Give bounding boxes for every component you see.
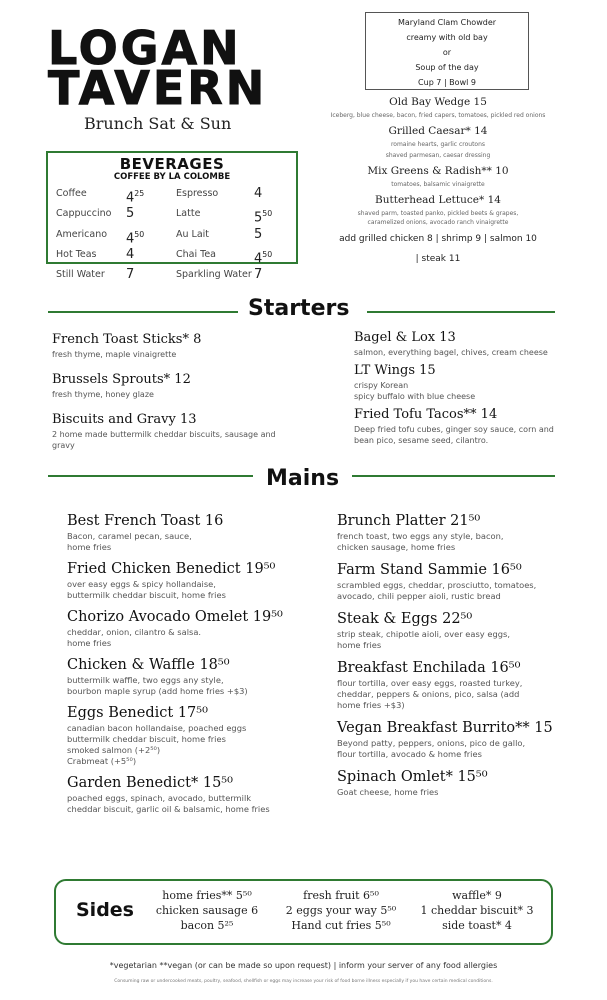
salad-desc: shaved parm, toasted panko, pickled beets & grapes, [357, 210, 519, 217]
divider [367, 311, 555, 313]
menu-item-name: Eggs Benedict 17⁵⁰ [67, 705, 208, 721]
menu-item [337, 720, 562, 760]
salads-list [318, 93, 558, 266]
beverage-price: 7 [254, 267, 263, 283]
menu-item [354, 407, 562, 446]
menu-item-desc: french toast, two eggs any style, bacon, chicken sausage, home fries [337, 531, 504, 552]
beverage-price: $4^{50}$ [126, 229, 145, 246]
beverage-name: Still Water [56, 269, 105, 281]
starters-right [354, 330, 562, 451]
menu-item [67, 705, 317, 767]
beverages-title: BEVERAGES [119, 155, 225, 173]
brunch-subtitle: Brunch Sat & Sun [84, 114, 232, 133]
beverage-name: Hot Teas [56, 248, 97, 260]
soup-line: creamy with old bay [406, 33, 488, 42]
soup-box [365, 12, 529, 90]
menu-item [337, 562, 562, 602]
menu-item-name: LT Wings 15 [354, 363, 436, 378]
side-item: Hand cut fries 5⁵⁰ [291, 919, 391, 932]
food-warning: Consuming raw or undercooked meats, poultry, seafood, shellfish or eggs may increase your risk of food borne illness especially if you have certain medical conditions. [114, 979, 493, 984]
menu-item-desc: Goat cheese, home fries [337, 787, 439, 797]
salad-add-ons: add grilled chicken 8 | shrimp 9 | salmon 10 [339, 234, 537, 244]
logo [48, 21, 268, 115]
menu-item [67, 657, 317, 697]
beverages-box [46, 151, 298, 283]
menu-item-name: Farm Stand Sammie 16⁵⁰ [337, 562, 522, 578]
beverage-price: $4^{50}$ [254, 249, 273, 267]
sides-col-3 [412, 888, 542, 933]
divider [48, 311, 238, 313]
salad-add-ons: | steak 11 [415, 254, 461, 264]
menu-item [52, 412, 292, 451]
menu-item-name: Breakfast Enchilada 16⁵⁰ [337, 660, 521, 676]
salad-desc: shaved parmesan, caesar dressing [385, 152, 491, 159]
menu-item-name: French Toast Sticks* 8 [52, 332, 202, 347]
menu-item-name: Best French Toast 16 [67, 513, 224, 529]
menu-item-desc: poached eggs, spinach, avocado, buttermilk cheddar biscuit, garlic oil & balsamic, home fries [67, 793, 270, 814]
menu-item [354, 330, 562, 358]
menu-item [337, 611, 562, 651]
soup-line: Cup 7 | Bowl 9 [418, 78, 476, 87]
beverage-price: 5 [254, 226, 263, 242]
menu-item-desc: fresh thyme, honey glaze [52, 390, 154, 399]
salad-desc: romaine hearts, garlic croutons [390, 141, 486, 148]
menu-item-desc: strip steak, chipotle aioli, over easy eggs, home fries [337, 629, 510, 650]
beverages-subtitle: COFFEE BY LA COLOMBE [113, 172, 231, 182]
menu-item-name: Bagel & Lox 13 [354, 330, 456, 345]
beverage-price: $4^{25}$ [126, 189, 145, 206]
side-item: home fries** 5⁵⁰ [162, 889, 252, 902]
menu-item [337, 660, 562, 711]
mains-right [337, 513, 562, 807]
salad-name: Butterhead Lettuce* 14 [375, 194, 501, 206]
beverage-price: 4 [254, 186, 263, 201]
menu-item [52, 372, 292, 400]
sides-title: Sides [76, 899, 134, 921]
soup-line: or [442, 48, 452, 57]
mains-title: Mains [266, 466, 340, 491]
logo-line-1: LOGAN [48, 21, 242, 75]
menu-item-name: Brussels Sprouts* 12 [52, 372, 191, 387]
menu-item-desc: canadian bacon hollandaise, poached eggs buttermilk cheddar biscuit, home fries smoked salmon (+2⁵⁰) Crabmeat (+5⁵⁰) [67, 723, 247, 766]
starters-left [52, 332, 292, 463]
menu-item-name: Spinach Omlet* 15⁵⁰ [337, 769, 488, 785]
side-item: bacon 5²⁵ [180, 919, 234, 932]
salad-desc: Iceberg, blue cheese, bacon, fried capers, tomatoes, pickled red onions [330, 112, 546, 119]
soup-line: Soup of the day [415, 63, 479, 72]
menu-item-name: Brunch Platter 21⁵⁰ [337, 513, 481, 529]
beverage-name: Americano [56, 228, 108, 240]
beverage-name: Coffee [56, 188, 87, 199]
beverage-name: Chai Tea [176, 248, 216, 260]
side-item: fresh fruit 6⁵⁰ [303, 889, 379, 902]
menu-item-name: Chorizo Avocado Omelet 19⁵⁰ [67, 609, 283, 625]
menu-item [337, 769, 562, 798]
side-item: side toast* 4 [442, 919, 512, 932]
menu-item [67, 775, 317, 815]
menu-item-desc: 2 home made buttermilk cheddar biscuits, sausage and gravy [52, 430, 276, 450]
sides-col-2 [276, 888, 406, 933]
side-item: chicken sausage 6 [155, 904, 259, 917]
menu-item-name: Fried Tofu Tacos** 14 [354, 407, 498, 422]
salad-name: Mix Greens & Radish** 10 [367, 165, 509, 177]
menu-item-name: Vegan Breakfast Burrito** 15 [337, 720, 553, 736]
sides-box [54, 879, 553, 945]
side-item: waffle* 9 [452, 889, 502, 902]
logo-line-2: TAVERN [48, 61, 268, 115]
menu-item-name: Biscuits and Gravy 13 [52, 412, 197, 427]
menu-item [67, 561, 317, 601]
starters-title: Starters [248, 296, 350, 321]
side-item: 1 cheddar biscuit* 3 [420, 904, 534, 917]
menu-item-desc: crispy Korean spicy buffalo with blue cheese [354, 381, 476, 401]
beverage-price: 5 [126, 206, 135, 222]
menu-item-desc: Bacon, caramel pecan, sauce, home fries [67, 531, 192, 552]
salad-name: Old Bay Wedge 15 [389, 96, 487, 108]
beverage-price: $5^{50}$ [254, 209, 273, 226]
beverage-name: Espresso [176, 188, 219, 199]
beverage-name: Latte [176, 208, 201, 220]
menu-item-name: Steak & Eggs 22⁵⁰ [337, 611, 473, 627]
menu-item-name: Garden Benedict* 15⁵⁰ [67, 775, 233, 791]
salad-desc: caramelized onions, avocado ranch vinaigrette [367, 219, 509, 226]
salad-name: Grilled Caesar* 14 [388, 125, 488, 137]
beverage-price: 4 [126, 246, 135, 262]
mains-left [67, 513, 317, 823]
beverage-name: Cappuccino [56, 208, 112, 220]
menu-item-desc: fresh thyme, maple vinaigrette [52, 350, 177, 359]
menu-item-desc: buttermilk waffle, two eggs any style, bourbon maple syrup (add home fries +$3) [67, 675, 248, 696]
menu-item [354, 363, 562, 402]
menu-item-desc: scrambled eggs, cheddar, prosciutto, tomatoes, avocado, chili pepper aioli, rustic bread [337, 580, 537, 601]
sides-col-1 [152, 888, 262, 933]
divider [352, 475, 555, 477]
menu-item [52, 332, 292, 360]
menu-item-desc: Deep fried tofu cubes, ginger soy sauce, corn and bean pico, sesame seed, cilantro. [354, 425, 554, 445]
menu-item-desc: salmon, everything bagel, chives, cream cheese [354, 348, 548, 357]
beverage-name: Sparkling Water [176, 269, 252, 281]
menu-item-name: Chicken & Waffle 18⁵⁰ [67, 657, 230, 673]
side-item: 2 eggs your way 5⁵⁰ [285, 904, 397, 917]
salad-desc: tomatoes, balsamic vinaigrette [391, 181, 485, 188]
menu-item-name: Fried Chicken Benedict 19⁵⁰ [67, 561, 276, 577]
dietary-legend: *vegetarian **vegan (or can be made so upon request) | inform your server of any food allergies [109, 961, 498, 970]
menu-item [67, 513, 317, 553]
menu-item [337, 513, 562, 553]
beverage-name: Au Lait [176, 228, 210, 240]
beverage-price: 7 [126, 267, 135, 283]
divider [48, 475, 253, 477]
menu-item-desc: Beyond patty, peppers, onions, pico de gallo, flour tortilla, avocado & home fries [337, 738, 526, 759]
menu-item-desc: over easy eggs & spicy hollandaise, buttermilk cheddar biscuit, home fries [67, 579, 226, 600]
soup-line: Maryland Clam Chowder [397, 18, 497, 27]
beverages-list [56, 186, 288, 283]
menu-item-desc: flour tortilla, over easy eggs, roasted turkey, cheddar, peppers & onions, pico, salsa (add home fries +$3) [337, 678, 523, 710]
menu-item [67, 609, 317, 649]
menu-item-desc: cheddar, onion, cilantro & salsa. home fries [67, 627, 202, 648]
